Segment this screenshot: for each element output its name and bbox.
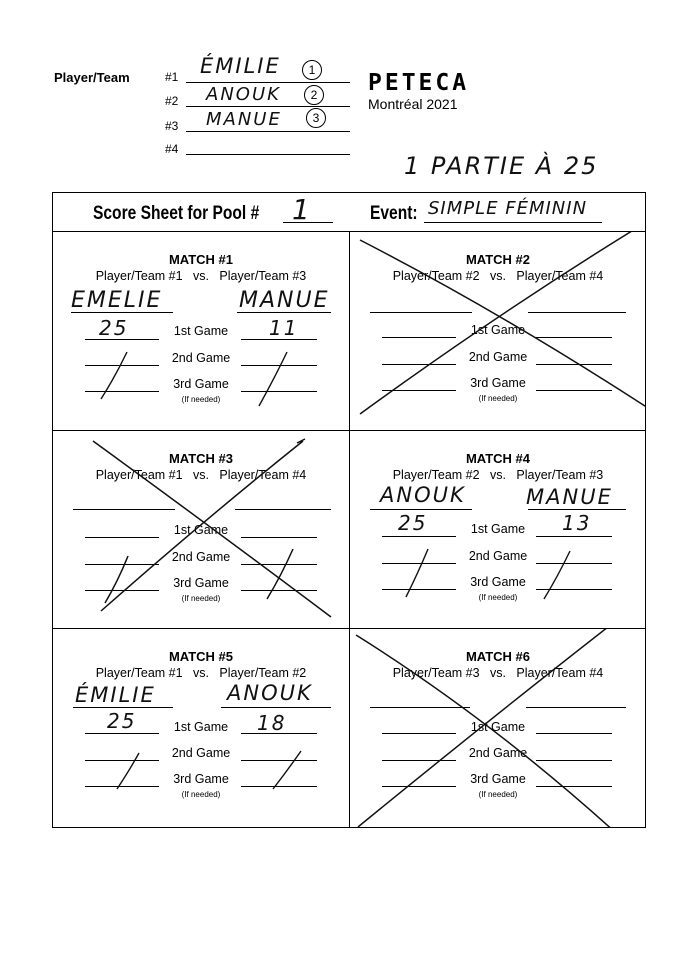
match-title: MATCH #1 — [168, 252, 234, 267]
score-line — [536, 563, 612, 564]
match-title: MATCH #5 — [168, 649, 234, 664]
third-game-label: 3rd Game — [470, 575, 526, 589]
vs-label: vs. — [490, 468, 506, 482]
score-line — [85, 590, 159, 591]
second-game-label: 2nd Game — [171, 351, 231, 365]
right-score[interactable]: 11 — [269, 316, 299, 340]
right-player-label: Player/Team #2 — [219, 666, 307, 680]
first-game-label: 1st Game — [173, 324, 229, 338]
left-score[interactable]: 25 — [398, 511, 428, 535]
slot-name[interactable]: ÉMILIE — [200, 54, 281, 78]
pool-number-line — [283, 222, 333, 223]
first-game-label: 1st Game — [173, 523, 229, 537]
score-line — [241, 365, 317, 366]
slot-number: #1 — [165, 70, 179, 84]
location-text: Montréal 2021 — [368, 96, 458, 112]
right-player-name[interactable]: MANUE — [239, 288, 330, 313]
third-game-label: 3rd Game — [173, 772, 229, 786]
handwritten-note: 1 PARTIE À 25 — [404, 152, 599, 180]
slot-number: #3 — [165, 119, 179, 133]
left-player-name[interactable]: EMELIE — [71, 288, 163, 313]
third-game-label: 3rd Game — [173, 576, 229, 590]
slot-line — [186, 154, 350, 155]
score-line — [382, 786, 456, 787]
pool-number[interactable]: 1 — [292, 193, 312, 226]
if-needed-note: (If needed) — [478, 790, 518, 799]
right-player-label: Player/Team #4 — [516, 666, 604, 680]
name-line — [370, 509, 472, 510]
match-players — [53, 666, 349, 680]
name-line — [526, 707, 626, 708]
match-players — [53, 269, 349, 283]
score-line — [536, 733, 612, 734]
name-line — [528, 509, 626, 510]
score-line — [536, 589, 612, 590]
score-line — [241, 537, 317, 538]
third-game-label: 3rd Game — [470, 772, 526, 786]
match-title: MATCH #4 — [465, 451, 531, 466]
third-game-label: 3rd Game — [173, 377, 229, 391]
score-line — [382, 390, 456, 391]
left-score[interactable]: 25 — [107, 709, 137, 733]
vs-label: vs. — [490, 269, 506, 283]
score-line — [241, 564, 317, 565]
name-line — [221, 707, 331, 708]
event-line — [424, 222, 602, 223]
slot-name[interactable]: MANUE — [206, 109, 282, 130]
match-title: MATCH #6 — [465, 649, 531, 664]
if-needed-note: (If needed) — [181, 395, 221, 404]
match-cell — [350, 232, 646, 430]
name-line — [73, 707, 173, 708]
score-line — [85, 365, 159, 366]
if-needed-note: (If needed) — [181, 594, 221, 603]
vs-label: vs. — [193, 468, 209, 482]
score-line — [85, 786, 159, 787]
right-player-label: Player/Team #3 — [516, 468, 604, 482]
slot-number: #2 — [165, 94, 179, 108]
score-line — [85, 733, 159, 734]
score-line — [85, 564, 159, 565]
score-line — [241, 786, 317, 787]
match-players — [350, 666, 646, 680]
event-value[interactable]: SIMPLE FÉMININ — [428, 198, 588, 219]
event-label: Event: — [370, 203, 418, 224]
right-score[interactable]: 13 — [562, 511, 592, 535]
match-players — [350, 468, 646, 482]
left-player-label: Player/Team #1 — [95, 666, 183, 680]
score-line — [382, 364, 456, 365]
score-line — [382, 536, 456, 537]
slot-rank-circle: 3 — [306, 108, 326, 128]
score-line — [536, 337, 612, 338]
right-player-name[interactable]: MANUE — [526, 485, 613, 509]
second-game-label: 2nd Game — [468, 746, 528, 760]
if-needed-note: (If needed) — [478, 593, 518, 602]
right-score[interactable]: 18 — [257, 711, 287, 735]
match-cell — [350, 629, 646, 827]
first-game-label: 1st Game — [470, 323, 526, 337]
second-game-label: 2nd Game — [171, 746, 231, 760]
third-game-label: 3rd Game — [470, 376, 526, 390]
score-line — [382, 589, 456, 590]
first-game-label: 1st Game — [470, 720, 526, 734]
left-player-label: Player/Team #3 — [392, 666, 480, 680]
match-players — [53, 468, 349, 482]
slot-line — [186, 82, 350, 83]
score-line — [382, 760, 456, 761]
peteca-logo: PETECA — [368, 70, 470, 96]
name-line — [73, 509, 175, 510]
slot-line — [186, 131, 350, 132]
left-player-name[interactable]: ANOUK — [380, 483, 466, 507]
left-player-label: Player/Team #2 — [392, 269, 480, 283]
name-line — [370, 707, 470, 708]
left-player-label: Player/Team #1 — [95, 269, 183, 283]
score-line — [85, 537, 159, 538]
left-player-label: Player/Team #1 — [95, 468, 183, 482]
score-line — [536, 536, 612, 537]
left-player-label: Player/Team #2 — [392, 468, 480, 482]
score-line — [536, 786, 612, 787]
match-cell — [53, 629, 349, 827]
match-cell — [53, 232, 349, 430]
if-needed-note: (If needed) — [478, 394, 518, 403]
right-player-name[interactable]: ANOUK — [227, 681, 313, 705]
second-game-label: 2nd Game — [171, 550, 231, 564]
second-game-label: 2nd Game — [468, 350, 528, 364]
score-line — [536, 760, 612, 761]
right-player-label: Player/Team #3 — [219, 269, 307, 283]
slot-number: #4 — [165, 142, 179, 156]
score-line — [241, 760, 317, 761]
score-line — [85, 391, 159, 392]
score-line — [241, 391, 317, 392]
slot-rank-circle: 1 — [302, 60, 322, 80]
score-line — [241, 590, 317, 591]
left-score[interactable]: 25 — [99, 316, 129, 340]
vs-label: vs. — [193, 666, 209, 680]
first-game-label: 1st Game — [470, 522, 526, 536]
score-line — [536, 364, 612, 365]
slot-name[interactable]: ANOUK — [206, 84, 281, 105]
sheet-title: Score Sheet for Pool # — [93, 203, 260, 224]
second-game-label: 2nd Game — [468, 549, 528, 563]
score-line — [382, 563, 456, 564]
score-line — [382, 733, 456, 734]
if-needed-note: (If needed) — [181, 790, 221, 799]
match-title: MATCH #3 — [168, 451, 234, 466]
vs-label: vs. — [193, 269, 209, 283]
slot-line — [186, 106, 350, 107]
right-player-label: Player/Team #4 — [219, 468, 307, 482]
match-players — [350, 269, 646, 283]
player-team-label: Player/Team — [54, 70, 130, 85]
score-line — [85, 760, 159, 761]
score-line — [382, 337, 456, 338]
name-line — [528, 312, 626, 313]
first-game-label: 1st Game — [173, 720, 229, 734]
vs-label: vs. — [490, 666, 506, 680]
match-cell — [53, 431, 349, 629]
match-title: MATCH #2 — [465, 252, 531, 267]
slot-rank-circle: 2 — [304, 85, 324, 105]
name-line — [235, 509, 331, 510]
right-player-label: Player/Team #4 — [516, 269, 604, 283]
name-line — [370, 312, 472, 313]
match-cell — [350, 431, 646, 629]
score-line — [536, 390, 612, 391]
left-player-name[interactable]: ÉMILIE — [75, 683, 156, 707]
